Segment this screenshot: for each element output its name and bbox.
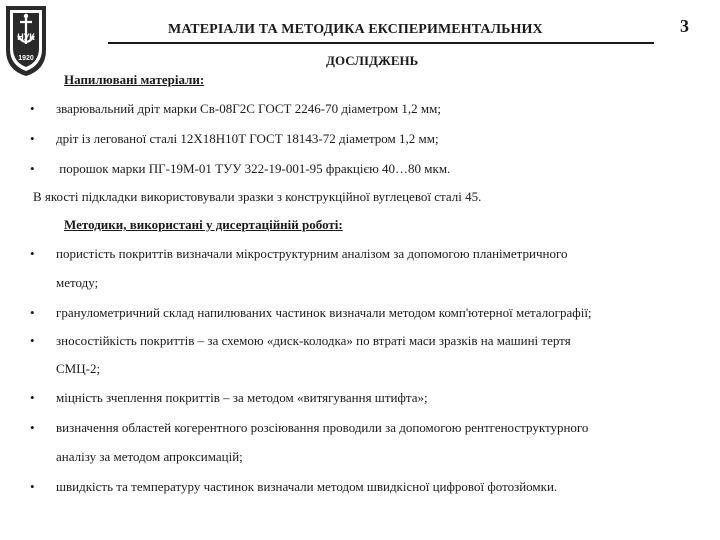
university-logo xyxy=(4,4,48,78)
page-title-continuation: ДОСЛІДЖЕНЬ xyxy=(326,53,419,68)
method-item-continuation: методу; xyxy=(56,275,99,290)
method-item: швидкість та температуру частинок визначали методом швидкісної цифрової фотозйомки. xyxy=(56,479,558,494)
bullet-icon: • xyxy=(30,390,35,405)
method-item-continuation: СМЦ-2; xyxy=(56,361,101,376)
method-item-continuation: аналізу за методом апроксимацій; xyxy=(56,449,243,464)
bullet-icon: • xyxy=(30,420,35,435)
logo-year: 1920 xyxy=(18,55,34,62)
bullet-icon: • xyxy=(30,246,35,261)
title-divider xyxy=(108,42,654,44)
page-number: 3 xyxy=(680,16,689,36)
bullet-icon: • xyxy=(30,333,35,348)
method-item: гранулометричний склад напилюваних частинок визначали методом комп'ютерної металографії; xyxy=(56,305,592,320)
page-title: МАТЕРІАЛИ ТА МЕТОДИКА ЕКСПЕРИМЕНТАЛЬНИХ xyxy=(168,22,543,37)
material-item: зварювальний дріт марки Св-08Г2С ГОСТ 2246-70 діаметром 1,2 мм; xyxy=(56,101,441,116)
method-item: пористість покриттів визначали мікроструктурним аналізом за допомогою планіметричного xyxy=(56,246,568,261)
material-item: порошок марки ПГ-19М-01 ТУУ 322-19-001-95 фракцією 40…80 мкм. xyxy=(56,161,451,176)
bullet-icon: • xyxy=(30,101,35,116)
method-item: зносостійкість покриттів – за схемою «диск-колодка» по втраті маси зразків на машині тертя xyxy=(56,333,571,348)
bullet-icon: • xyxy=(30,479,35,494)
logo-text: НУК xyxy=(17,32,35,42)
bullet-icon: • xyxy=(30,131,35,146)
bullet-icon: • xyxy=(30,305,35,320)
materials-heading: Напилювані матеріали: xyxy=(64,72,205,87)
methods-heading: Методики, використані у дисертаційній роботі: xyxy=(64,217,343,232)
substrate-note: В якості підкладки використовували зразки з конструкційної вуглецевої сталі 45. xyxy=(33,189,482,204)
bullet-icon: • xyxy=(30,161,35,176)
material-item: дріт із легованої сталі 12Х18Н10Т ГОСТ 18143-72 діаметром 1,2 мм; xyxy=(56,131,439,146)
method-item: визначення областей когерентного розсіювання проводили за допомогою рентгеноструктурного xyxy=(56,420,589,435)
method-item: міцність зчеплення покриттів – за методом «витягування штифта»; xyxy=(56,390,428,405)
